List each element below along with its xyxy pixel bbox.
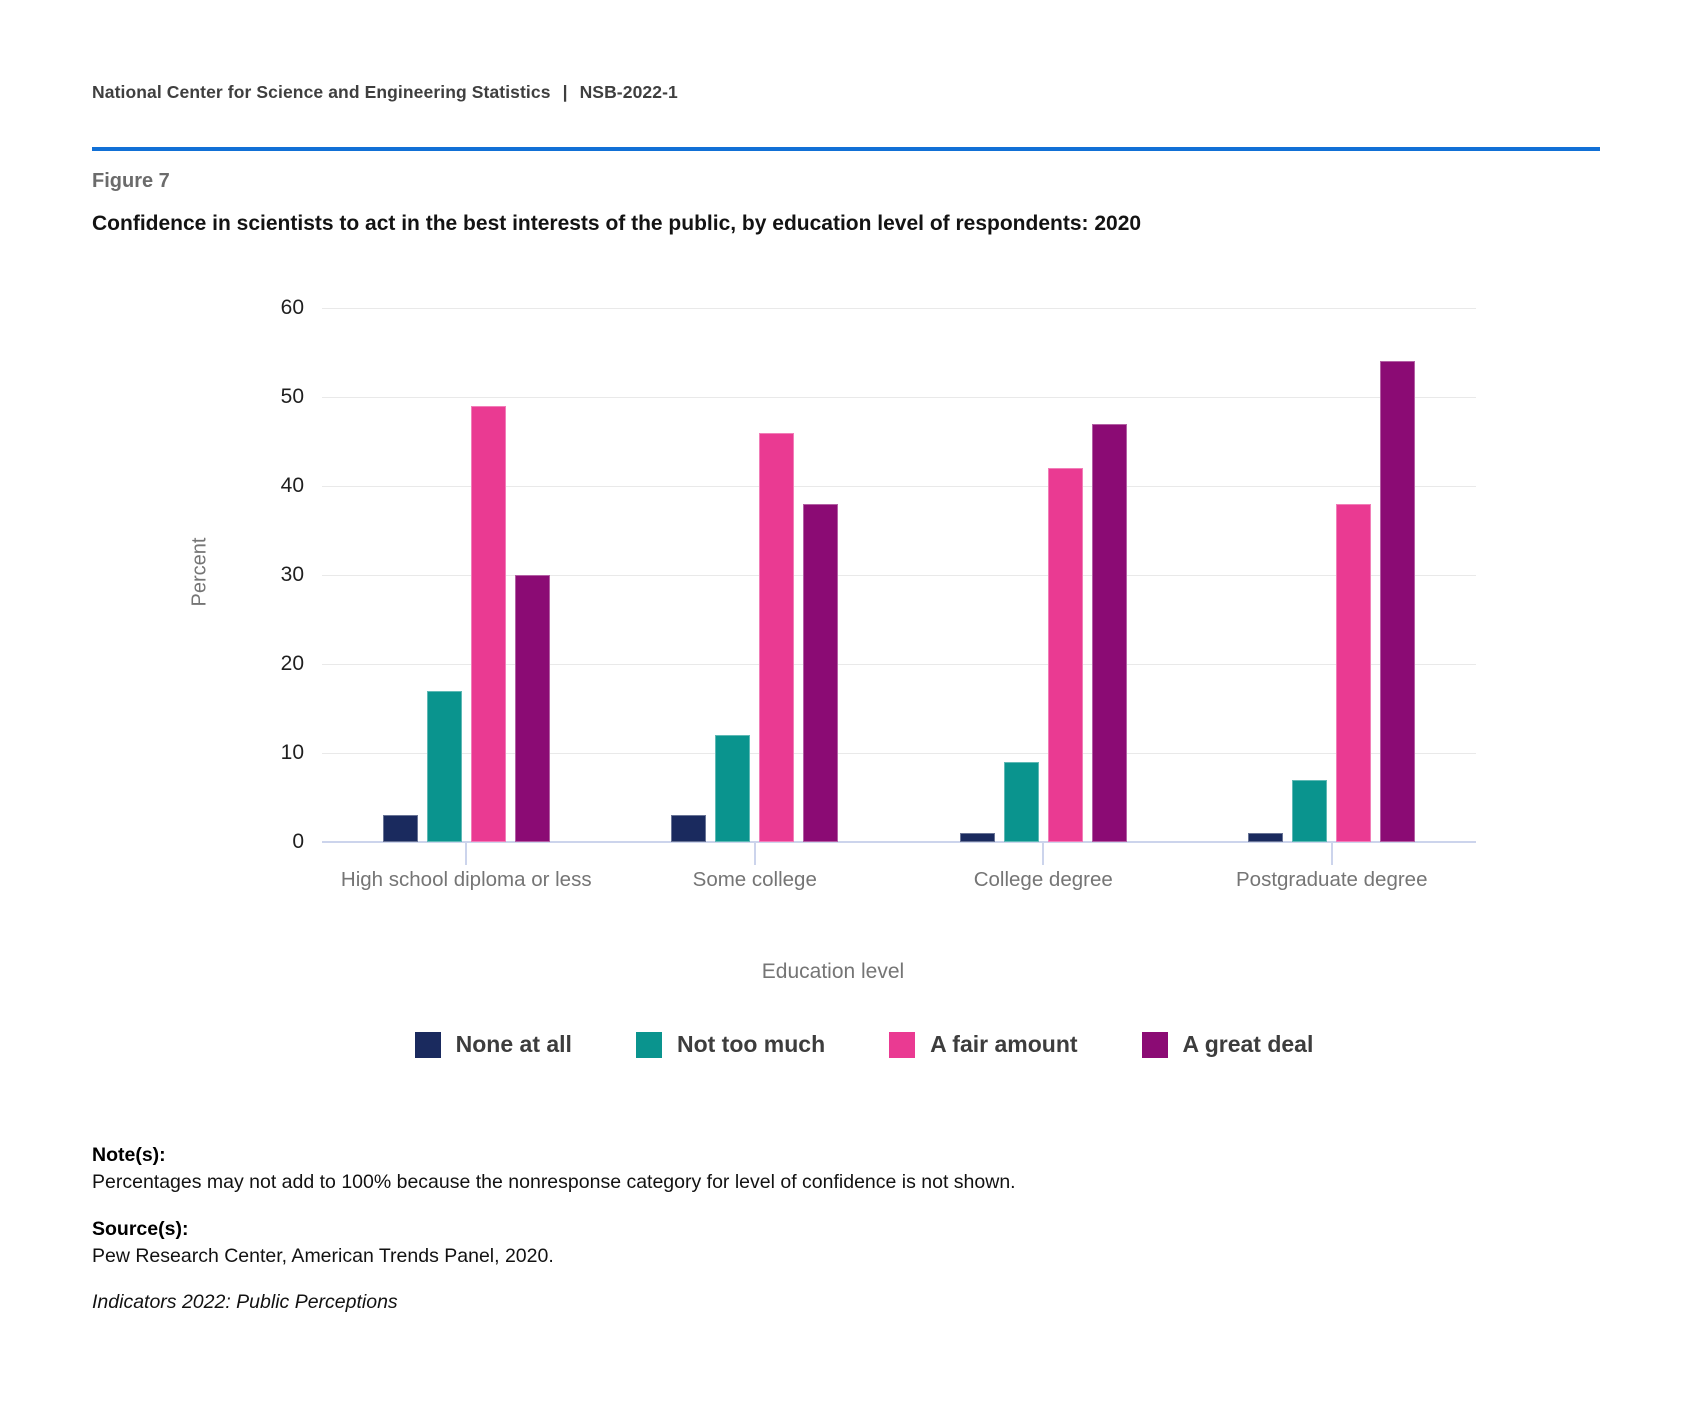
bar-a-fair-amount-some-college	[759, 433, 794, 842]
header-divider	[92, 147, 1600, 151]
bar-a-great-deal-college-degree	[1092, 424, 1127, 842]
y-tick-label-10: 10	[280, 741, 304, 764]
category-label-some-college: Some college	[692, 868, 817, 891]
bar-a-fair-amount-college-degree	[1048, 468, 1083, 842]
bar-none-at-all-postgraduate-degree	[1248, 833, 1283, 842]
notes-label: Note(s):	[92, 1144, 166, 1166]
footer-citation: Indicators 2022: Public Perceptions	[92, 1291, 398, 1313]
y-tick-label-40: 40	[280, 474, 304, 497]
bar-a-great-deal-some-college	[803, 504, 838, 842]
notes-section	[92, 1142, 1512, 1316]
sources-text: Pew Research Center, American Trends Panel, 2020.	[92, 1245, 554, 1267]
legend-item-none-at-all	[415, 1031, 572, 1058]
category-label-postgraduate-degree: Postgraduate degree	[1236, 868, 1428, 891]
figure-title: Confidence in scientists to act in the best interests of the public, by education level of respondents: 2020	[92, 212, 1142, 235]
category-label-college-degree: College degree	[973, 868, 1113, 891]
category-tick-postgraduate-degree	[1331, 842, 1333, 865]
x-axis-title: Education level	[761, 960, 905, 983]
legend-item-a-fair-amount	[889, 1031, 1077, 1058]
bar-not-too-much-high-school-diploma-or-less	[427, 691, 462, 842]
header-report-id: NSB-2022-1	[579, 82, 678, 102]
bar-not-too-much-postgraduate-degree	[1292, 780, 1327, 842]
category-label-high-school-diploma-or-less: High school diploma or less	[340, 868, 592, 891]
y-tick-label-60: 60	[280, 296, 304, 319]
bar-a-great-deal-postgraduate-degree	[1380, 361, 1415, 842]
legend-label-a-fair-amount: A fair amount	[930, 1031, 1078, 1057]
y-axis-title: Percent	[188, 537, 211, 607]
bar-none-at-all-high-school-diploma-or-less	[383, 815, 418, 842]
figure-label: Figure 7	[92, 170, 170, 192]
gridline-60	[322, 308, 1476, 309]
plot-area	[280, 296, 1476, 891]
y-tick-label-20: 20	[280, 652, 304, 675]
bar-a-great-deal-high-school-diploma-or-less	[515, 575, 550, 842]
bar-a-fair-amount-postgraduate-degree	[1336, 504, 1371, 842]
y-tick-label-50: 50	[280, 385, 304, 408]
legend-item-not-too-much	[636, 1031, 825, 1058]
legend-item-a-great-deal	[1142, 1031, 1314, 1058]
bar-not-too-much-some-college	[715, 735, 750, 842]
legend-swatch-a-great-deal	[1142, 1032, 1168, 1058]
sources-label: Source(s):	[92, 1218, 189, 1240]
notes-text: Percentages may not add to 100% because the nonresponse category for level of confidence is not shown.	[92, 1171, 1016, 1193]
category-tick-college-degree	[1042, 842, 1044, 865]
legend-swatch-not-too-much	[636, 1032, 662, 1058]
legend-label-a-great-deal: A great deal	[1182, 1031, 1314, 1057]
legend-label-not-too-much: Not too much	[676, 1031, 826, 1057]
gridline-50	[322, 397, 1476, 398]
category-tick-high-school-diploma-or-less	[465, 842, 467, 865]
legend-swatch-none-at-all	[415, 1032, 441, 1058]
legend-label-none-at-all: None at all	[455, 1031, 572, 1057]
bar-none-at-all-college-degree	[960, 833, 995, 842]
chart-legend	[252, 1031, 1476, 1058]
header-separator: |	[562, 82, 568, 102]
bar-none-at-all-some-college	[671, 815, 706, 842]
bar-not-too-much-college-degree	[1004, 762, 1039, 842]
report-header	[92, 82, 678, 103]
bar-a-fair-amount-high-school-diploma-or-less	[471, 406, 506, 842]
legend-swatch-a-fair-amount	[889, 1032, 915, 1058]
y-tick-label-0: 0	[292, 830, 304, 853]
category-tick-some-college	[754, 842, 756, 865]
header-org: National Center for Science and Engineering Statistics	[92, 82, 551, 102]
y-tick-label-30: 30	[280, 563, 304, 586]
